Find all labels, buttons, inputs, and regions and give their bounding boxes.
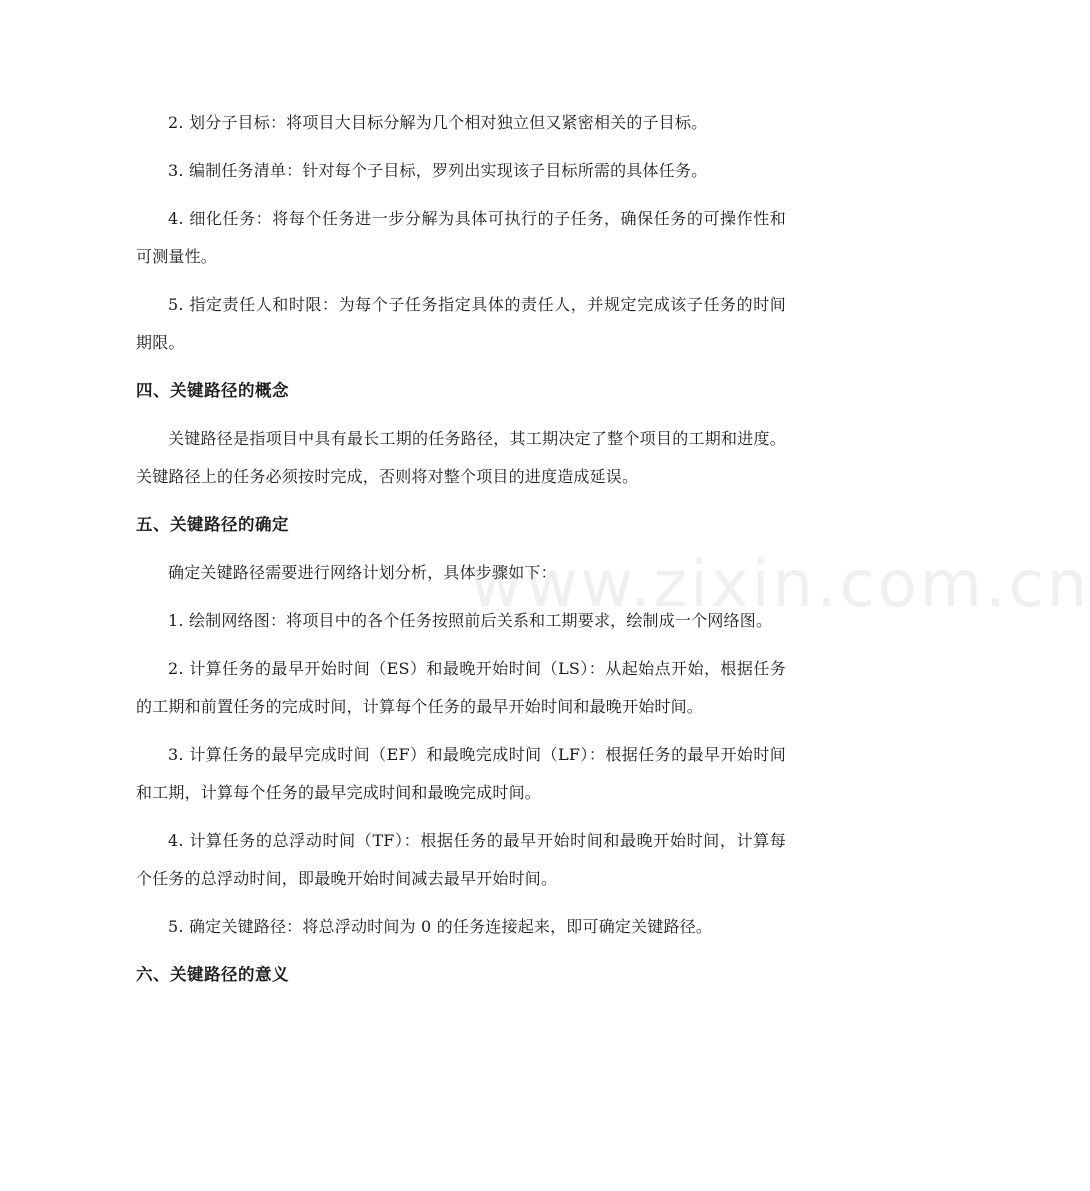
section-5-heading: 五、关键路径的确定 bbox=[136, 515, 289, 534]
step-2-subgoals: 2. 划分子目标：将项目大目标分解为几个相对独立但又紧密相关的子目标。 bbox=[168, 113, 708, 132]
document-body bbox=[136, 104, 786, 1004]
determine-step-3: 3. 计算任务的最早完成时间（EF）和最晚完成时间（LF）：根据任务的最早开始时间和工期，计算每个任务的最早完成时间和最晚完成时间。 bbox=[136, 745, 786, 802]
section-4-heading: 四、关键路径的概念 bbox=[136, 381, 289, 400]
section-6-heading: 六、关键路径的意义 bbox=[136, 965, 289, 984]
step-4-refine-tasks: 4. 细化任务：将每个任务进一步分解为具体可执行的子任务，确保任务的可操作性和可测量性。 bbox=[136, 209, 786, 266]
determine-step-2: 2. 计算任务的最早开始时间（ES）和最晚开始时间（LS）：从起始点开始，根据任务的工期和前置任务的完成时间，计算每个任务的最早开始时间和最晚开始时间。 bbox=[136, 659, 786, 716]
determine-step-1: 1. 绘制网络图：将项目中的各个任务按照前后关系和工期要求，绘制成一个网络图。 bbox=[168, 611, 773, 630]
watermark: www.zixin.com.cn bbox=[470, 548, 1090, 622]
determine-step-5: 5. 确定关键路径：将总浮动时间为 0 的任务连接起来，即可确定关键路径。 bbox=[168, 917, 713, 936]
determine-intro: 确定关键路径需要进行网络计划分析，具体步骤如下： bbox=[168, 563, 557, 582]
step-3-task-list: 3. 编制任务清单：针对每个子目标，罗列出实现该子目标所需的具体任务。 bbox=[168, 161, 708, 180]
critical-path-concept: 关键路径是指项目中具有最长工期的任务路径，其工期决定了整个项目的工期和进度。关键路径上的任务必须按时完成，否则将对整个项目的进度造成延误。 bbox=[136, 429, 786, 486]
determine-step-4: 4. 计算任务的总浮动时间（TF）：根据任务的最早开始时间和最晚开始时间，计算每个任务的总浮动时间，即最晚开始时间减去最早开始时间。 bbox=[136, 831, 786, 888]
step-5-assign-owner: 5. 指定责任人和时限：为每个子任务指定具体的责任人，并规定完成该子任务的时间期限。 bbox=[136, 295, 786, 352]
